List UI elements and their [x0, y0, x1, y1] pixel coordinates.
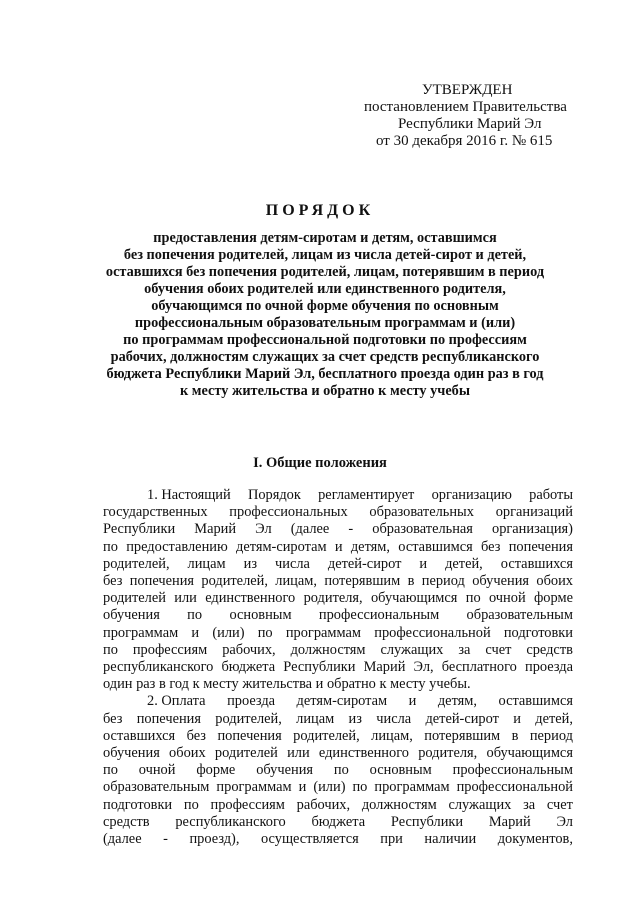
word: и [408, 693, 417, 710]
word: Порядок [247, 487, 301, 503]
paragraph-1-line [103, 642, 573, 659]
word: за [523, 796, 536, 813]
word: попечения [508, 538, 573, 555]
word: оставшихся [500, 555, 573, 572]
word: и [298, 779, 307, 796]
word: бюджета [311, 813, 366, 830]
approval-heading: УТВЕРЖДЕН [422, 82, 513, 98]
word: (далее [290, 521, 330, 538]
word: родителей, [103, 555, 170, 572]
paragraph-2-line [103, 831, 573, 848]
document-title: ПОРЯДОК [265, 202, 375, 219]
paragraph-1-line [103, 676, 573, 693]
word: детей-сирот [425, 710, 499, 727]
word: потерявшим [424, 727, 501, 744]
word: служащих [448, 796, 512, 813]
paragraph-2-line [103, 693, 573, 710]
word: профессиональным [318, 607, 440, 624]
word: родителей, [293, 727, 360, 744]
paragraph-2-line [103, 745, 573, 762]
subtitle-line: предоставления детям-сиротам и детям, оставшимся [153, 230, 497, 246]
section-title: I. Общие положения [253, 455, 387, 471]
word: основным [369, 762, 432, 779]
word: детей-сирот [327, 555, 402, 572]
word: программам [285, 624, 362, 641]
word: (далее [103, 831, 142, 848]
word: программам [103, 624, 179, 641]
word: форме [533, 590, 573, 607]
word: очной [488, 590, 526, 607]
approval-date: от 30 декабря 2016 г. № 615 [376, 133, 553, 149]
paragraph-1-line [103, 521, 573, 538]
word: обучающимся [486, 745, 573, 762]
word: республиканского [103, 659, 214, 676]
paragraph-2-line [103, 728, 573, 745]
word: 2. Оплата [147, 693, 206, 710]
word: 1. Настоящий [147, 487, 231, 503]
word: основным [229, 607, 292, 624]
paragraph-1-line [103, 625, 573, 642]
word: профессиям [132, 641, 208, 658]
word: средств [103, 813, 150, 830]
paragraph-2-line [103, 762, 573, 779]
word: Эл [255, 521, 272, 538]
word: или [174, 590, 197, 607]
word: за [458, 641, 471, 658]
word: образовательным [103, 779, 210, 796]
word: числа [275, 555, 310, 572]
word: бесплатного [441, 659, 517, 676]
word: оставшихся [103, 727, 176, 744]
word: и [513, 710, 521, 727]
word: детям-сиротам [236, 538, 327, 555]
word: и [191, 624, 200, 641]
word: по [183, 796, 199, 813]
word: рабочих, [222, 641, 276, 658]
word: один раз в год к месту жительства и обратно к месту учебы. [103, 676, 471, 693]
word: работы [529, 487, 573, 503]
word: Республики [103, 521, 176, 538]
word: родителей, [201, 573, 268, 590]
word: обучения [103, 607, 160, 624]
paragraph-1-line [103, 659, 573, 676]
word: единственного [318, 745, 409, 762]
word: образовательных [369, 504, 474, 521]
word: детей, [535, 710, 573, 727]
word: форме [196, 762, 236, 779]
word: счет [485, 641, 512, 658]
word: в [407, 573, 415, 590]
word: Марий [488, 813, 531, 830]
word: организаций [495, 504, 573, 521]
word: Эл, [413, 659, 434, 676]
word: по [187, 607, 203, 624]
approval-republic: Республики Марий Эл [398, 116, 542, 132]
approval-decree: постановлением Правительства [364, 99, 567, 115]
subtitle-line: бюджета Республики Марий Эл, бесплатного проезда один раз в год [106, 366, 544, 382]
word: профессиональным [452, 762, 573, 779]
word: документов, [497, 831, 573, 848]
word: без [186, 727, 206, 744]
document-body [103, 487, 573, 848]
word: подготовки [503, 624, 573, 641]
subtitle-line: оставшихся без попечения родителей, лицам, потерявшим в период [105, 264, 545, 280]
word: (или) [212, 624, 245, 641]
paragraph-1-line [103, 539, 573, 556]
word: период [421, 573, 465, 590]
word: и [419, 555, 428, 572]
approval-block [360, 82, 610, 150]
word: лицам [296, 710, 335, 727]
word: (или) [313, 779, 346, 796]
word: единственного [205, 590, 296, 607]
word: детям-сиротам [296, 693, 388, 710]
word: родителя, [303, 590, 363, 607]
word: проезда [525, 659, 573, 676]
word: государственных [103, 504, 208, 521]
word: образовательная [372, 521, 473, 538]
word: профессиональной [456, 779, 573, 796]
paragraph-1-line [103, 504, 573, 521]
word: проезд), [189, 831, 240, 848]
word: обоих [169, 745, 206, 762]
word: - [348, 521, 354, 538]
word: в [511, 727, 519, 744]
subtitle-line: по программам профессиональной подготовки по профессиям [123, 332, 527, 348]
word: без [103, 573, 123, 590]
word: должностям [290, 641, 366, 658]
word: оставшимся [398, 538, 473, 555]
word: без [103, 710, 123, 727]
subtitle-line: рабочих, должностям служащих за счет средств республиканского [110, 349, 540, 365]
word: по [465, 590, 481, 607]
word: из [348, 710, 362, 727]
word: Марий [363, 659, 406, 676]
word: регламентирует [318, 487, 415, 503]
word: по [352, 779, 368, 796]
subtitle-line: профессиональным образовательным программам и (или) [134, 315, 516, 331]
word: по [103, 538, 118, 555]
word: профессиональной [374, 624, 491, 641]
word: должностям [361, 796, 437, 813]
word: обоих [536, 573, 573, 590]
word: по [103, 641, 118, 658]
word: программам [374, 779, 450, 796]
paragraph-1-line [103, 590, 573, 607]
word: детям, [350, 538, 390, 555]
paragraph-1-line [103, 487, 573, 504]
word: наличии [424, 831, 477, 848]
word: период [529, 727, 573, 744]
word: очной [138, 762, 176, 779]
word: оставшимся [498, 693, 573, 710]
word: Республики [283, 659, 356, 676]
word: служащих [380, 641, 444, 658]
word: Марий [194, 521, 237, 538]
word: - [163, 831, 168, 848]
word: детей, [445, 555, 483, 572]
word: бюджета [221, 659, 276, 676]
word: потерявшим [324, 573, 401, 590]
word: осуществляется [261, 831, 359, 848]
word: детям, [437, 693, 477, 710]
paragraph-2-line [103, 814, 573, 831]
word: организация) [492, 521, 573, 538]
document-subtitle [95, 230, 555, 400]
word: лицам, [371, 727, 413, 744]
word: лицам [187, 555, 226, 572]
word: по [333, 762, 349, 779]
word: образовательным [466, 607, 573, 624]
word: программам [216, 779, 292, 796]
word: по [103, 762, 118, 779]
subtitle-line: без попечения родителей, лицам из числа детей-сирот и детей, [123, 247, 527, 263]
word: профессиональных [229, 504, 348, 521]
word: подготовки [103, 796, 173, 813]
paragraph-1-line [103, 607, 573, 624]
paragraph-2-line [103, 797, 573, 814]
word: родителей [214, 745, 278, 762]
word: родителей, [215, 710, 282, 727]
word: проезда [227, 693, 276, 710]
word: средств [526, 641, 573, 658]
word: числа [376, 710, 412, 727]
word: предоставлению [126, 538, 228, 555]
word: рабочих, [296, 796, 351, 813]
word: организацию [431, 487, 512, 503]
word: без [481, 538, 501, 555]
subtitle-line: к месту жительства и обратно к месту учебы [179, 383, 470, 399]
word: по [257, 624, 273, 641]
paragraph-2-line [103, 779, 573, 796]
word: лицам, [275, 573, 317, 590]
word: из [243, 555, 258, 572]
word: республиканского [175, 813, 286, 830]
word: Эл [556, 813, 573, 830]
word: попечения [129, 573, 195, 590]
word: попечения [217, 727, 282, 744]
word: обучения [256, 762, 314, 779]
word: попечения [136, 710, 201, 727]
word: или [287, 745, 310, 762]
word: при [380, 831, 403, 848]
paragraph-2-line [103, 711, 573, 728]
word: родителей [103, 590, 166, 607]
word: Республики [390, 813, 464, 830]
paragraph-1-line [103, 556, 573, 573]
word: обучения [103, 745, 160, 762]
word: обучающимся [370, 590, 458, 607]
word: и [334, 538, 343, 555]
paragraph-1-line [103, 573, 573, 590]
subtitle-line: обучения обоих родителей или единственного родителя, [144, 281, 506, 297]
word: родителя, [418, 745, 478, 762]
word: счет [546, 796, 573, 813]
word: профессиям [210, 796, 285, 813]
subtitle-line: обучающимся по очной форме обучения по основным [151, 298, 499, 314]
word: обучения [472, 573, 530, 590]
